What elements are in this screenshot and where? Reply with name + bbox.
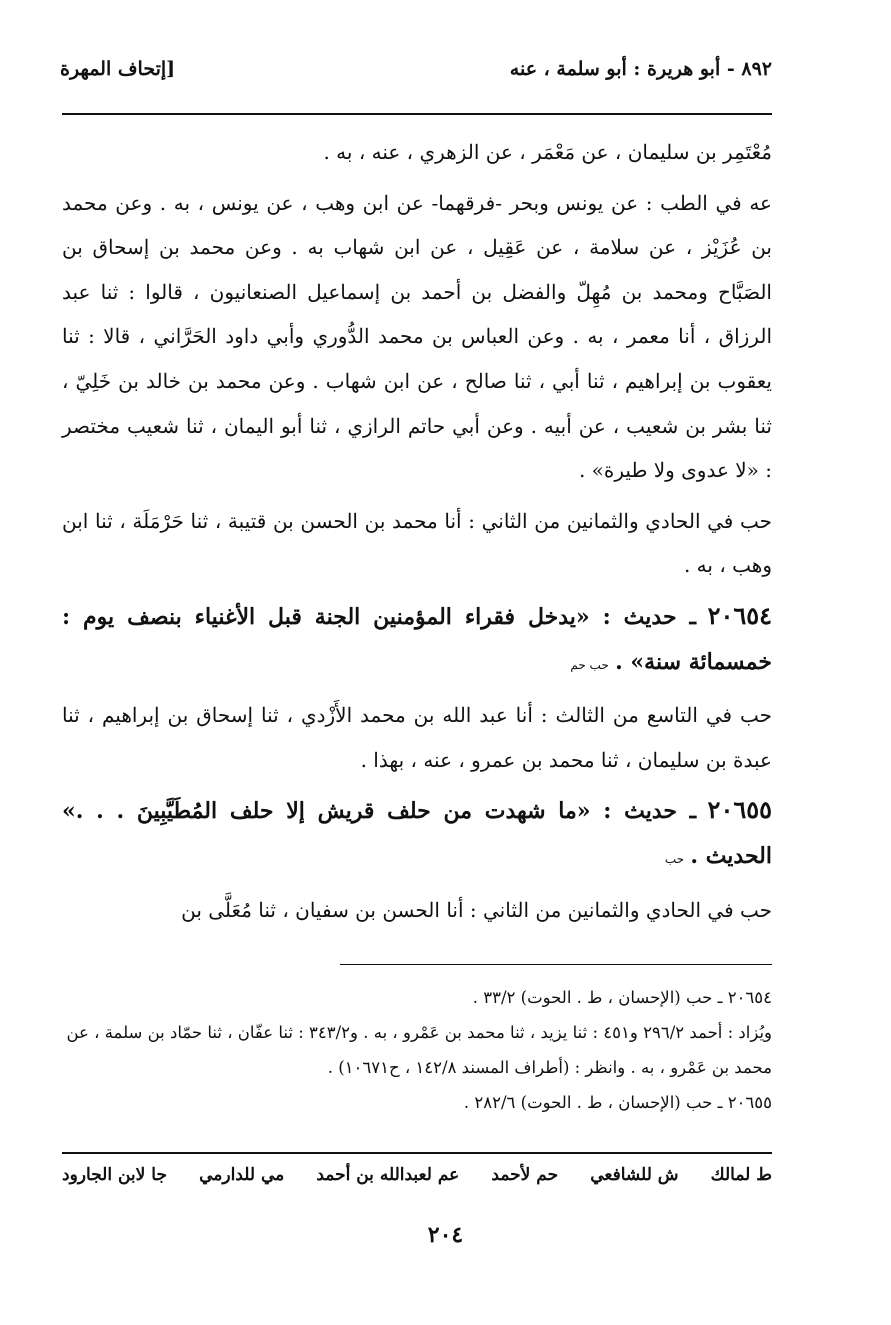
footnotes — [62, 980, 772, 1120]
abbreviation-item: حم لأحمد — [491, 1165, 559, 1185]
abbreviation-item: ش للشافعي — [590, 1165, 679, 1185]
abbreviation-item: جا لابن الجارود — [62, 1165, 167, 1185]
paragraph: حب في الحادي والثمانين من الثاني : أنا محمد بن الحسن بن قتيبة ، ثنا حَرْمَلَة ، ثنا ابن وهب ، به . — [62, 508, 772, 578]
main-text — [62, 130, 772, 938]
running-header — [60, 58, 772, 92]
paragraph: حب في الحادي والثمانين من الثاني : أنا الحسن بن سفيان ، ثنا مُعَلَّى بن — [181, 897, 772, 922]
paragraph: مُعْتَمِر بن سليمان ، عن مَعْمَر ، عن الزهري ، عنه ، به . — [323, 140, 772, 164]
hadith-text: ـ حديث : «يدخل فقراء المؤمنين الجنة قبل الأغنياء بنصف يوم : خمسمائة سنة» . — [62, 603, 772, 675]
abbreviation-item: ط لمالك — [710, 1165, 772, 1185]
header-divider — [62, 113, 772, 115]
footnote-divider — [340, 964, 772, 965]
hadith-entry — [62, 788, 772, 881]
hadith-sigla: حب — [664, 851, 685, 866]
paragraph: حب في التاسع من الثالث : أنا عبد الله بن محمد الأَزْدي ، ثنا إسحاق بن إبراهيم ، ثنا عبدة بن سليمان ، ثنا محمد بن عمرو ، عنه ، بهذا . — [62, 703, 772, 772]
page-number: ٢٠٤ — [427, 1222, 464, 1248]
hadith-number: ٢٠٦٥٥ — [707, 795, 772, 825]
paragraph: عه في الطب : عن يونس وبحر -فرقهما- عن ابن وهب ، عن يونس ، به . وعن محمد بن عُزَيْز ، عن سلامة ، عن عَقِيل ، عن ابن شهاب به . وعن محمد بن إسحاق بن الصَبَّاح ومحمد بن مُهِلّ والفضل بن أحمد بن إسماعيل الصنعانيون ، قالوا : ثنا عبد الرزاق ، أنا معمر ، به . وعن العباس بن محمد الدُّوري وأبي داود الحَرَّاني ، قالا : ثنا يعقوب بن إبراهيم ، ثنا أبي ، ثنا صالح ، عن ابن شهاب . وعن محمد بن خالد بن خَلِيّ ، ثنا بشر بن شعيب ، عن أبيه . وعن أبي حاتم الرازي ، ثنا أبو اليمان ، ثنا شعيب مختصر : «لا عدوى ولا طيرة» . — [62, 190, 772, 483]
footnote: ٢٠٦٥٤ ـ حب (الإحسان ، ط . الحوت) ٣٣/٢ . — [472, 988, 772, 1007]
abbreviation-item: مي للدارمي — [199, 1165, 285, 1185]
hadith-number: ٢٠٦٥٤ — [707, 600, 773, 630]
abbreviation-item: عم لعبدالله بن أحمد — [316, 1165, 460, 1185]
header-book-title: [إتحاف المهرة — [60, 58, 176, 80]
footer-divider — [62, 1152, 772, 1154]
footnote: ويُزاد : أحمد ٢٩٦/٢ و٤٥١ : ثنا يزيد ، ثنا محمد بن عَمْرو ، به . و٣٤٣/٢ : ثنا عفّان ، ثنا حمّاد بن سلمة ، عن محمد بن عَمْرو ، به . وانظر : (أطراف المسند ١٤٢/٨ ، ح١٠٦٧١) . — [66, 1023, 772, 1077]
header-chapter-title: ٨٩٢ - أبو هريرة : أبو سلمة ، عنه — [509, 58, 772, 80]
abbreviation-key — [62, 1165, 772, 1185]
footnote: ٢٠٦٥٥ ـ حب (الإحسان ، ط . الحوت) ٢٨٢/٦ . — [463, 1093, 772, 1112]
hadith-entry — [62, 594, 772, 687]
hadith-sigla: حب حم — [570, 657, 609, 672]
hadith-text: ـ حديث : «ما شهدت من حلف قريش إلا حلف المُطَيَّبِينَ . . .» الحديث . — [62, 798, 772, 869]
